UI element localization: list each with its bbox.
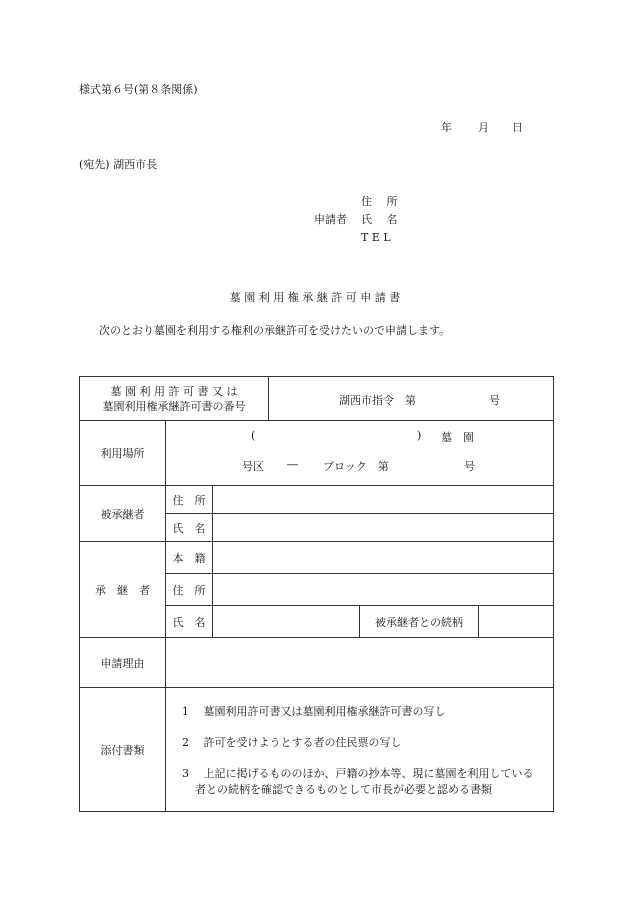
permit-number-prefix: 湖西市指令 第: [339, 394, 416, 407]
reason-field[interactable]: [166, 638, 554, 688]
location-field[interactable]: [166, 421, 554, 486]
form-number: 様式第６号(第８条関係): [79, 83, 198, 96]
location-block: ブロック 第: [323, 460, 389, 473]
attachments-list: [166, 688, 554, 812]
attachment-text: 上記に掲げるもののほか、戸籍の抄本等、現に墓園を利用している: [203, 767, 534, 780]
application-table: [79, 376, 554, 812]
attachment-number: 3: [182, 767, 189, 780]
attachment-item: [182, 766, 534, 781]
intro-text: 次のとおり墓園を利用する権利の承継許可を受けたいので申請します。: [99, 324, 451, 337]
attachment-number: 2: [182, 736, 189, 749]
successor-label: 承 継 者: [80, 542, 166, 638]
applicant-label: 申請者: [314, 213, 347, 226]
date-day: 日: [512, 121, 523, 134]
location-close-paren: ): [417, 429, 422, 442]
permit-number-field[interactable]: [269, 377, 554, 421]
successor-name-label: 氏 名: [166, 606, 213, 638]
successor-honseki-field[interactable]: [213, 542, 554, 574]
date-month: 月: [478, 121, 489, 134]
location-bochi: 墓 園: [441, 431, 474, 444]
predecessor-label: 被承継者: [80, 486, 166, 542]
permit-number-label: [80, 377, 269, 421]
date-year: 年: [441, 121, 452, 134]
attachment-item: [182, 704, 446, 719]
successor-name-field[interactable]: [213, 606, 360, 638]
applicant-tel-label: T E L: [361, 231, 391, 244]
permit-number-label-line1: 墓 園 利 用 許 可 書 又 は: [110, 384, 238, 398]
permit-number-suffix: 号: [489, 394, 500, 407]
location-label: 利用場所: [80, 421, 166, 486]
predecessor-name-field[interactable]: [213, 514, 554, 542]
attachment-number: 1: [182, 705, 189, 718]
attachment-text: 墓園利用許可書又は墓園利用権承継許可書の写し: [203, 705, 446, 718]
attachment-item: [182, 735, 402, 750]
location-open-paren: (: [251, 429, 256, 442]
applicant-address-label: 住 所: [361, 195, 398, 208]
applicant-name-label: 氏 名: [361, 213, 398, 226]
location-goku: 号区: [242, 460, 264, 473]
attachment-item-continuation: 者との続柄を確認できるものとして市長が必要と認める書類: [195, 783, 492, 796]
successor-address-label: 住 所: [166, 574, 213, 606]
attachment-text: 許可を受けようとする者の住民票の写し: [203, 736, 402, 749]
predecessor-name-label: 氏 名: [166, 514, 213, 542]
successor-address-field[interactable]: [213, 574, 554, 606]
reason-label: 申請理由: [80, 638, 166, 688]
location-dash: ―: [287, 458, 298, 471]
attachments-label: 添付書類: [80, 688, 166, 812]
location-go: 号: [464, 460, 475, 473]
addressee: (宛先) 湖西市長: [79, 158, 158, 171]
relationship-field[interactable]: [479, 606, 554, 638]
document-title: 墓 園 利 用 権 承 継 許 可 申 請 書: [229, 291, 401, 304]
permit-number-label-line2: 墓園利用権承継許可書の番号: [102, 399, 246, 413]
predecessor-address-field[interactable]: [213, 486, 554, 514]
relationship-label: 被承継者との続柄: [360, 606, 479, 638]
predecessor-address-label: 住 所: [166, 486, 213, 514]
successor-honseki-label: 本 籍: [166, 542, 213, 574]
